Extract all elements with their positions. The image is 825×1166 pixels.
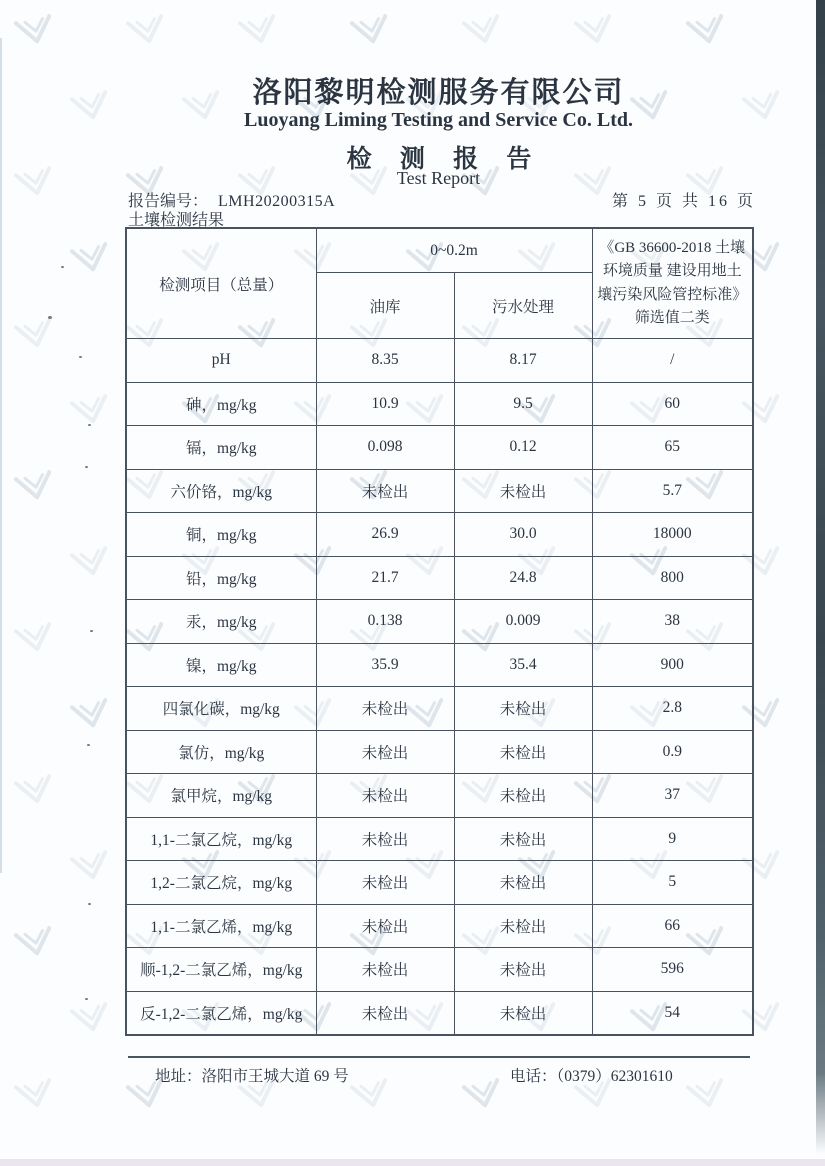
- limit-value-cell: 596: [592, 948, 753, 992]
- watermark-logo-icon: [67, 88, 118, 127]
- limit-value-cell: 54: [592, 991, 753, 1035]
- test-item-cell: 1,1-二氯乙烯，mg/kg: [126, 904, 316, 948]
- watermark-logo-icon: [11, 468, 62, 507]
- table-row: [126, 730, 753, 774]
- table-row: [126, 382, 753, 426]
- scan-speck: [88, 903, 91, 905]
- wushui-value-cell: 35.4: [454, 643, 592, 687]
- table-row: [126, 817, 753, 861]
- watermark-logo-icon: [11, 164, 62, 203]
- limit-value-cell: 65: [592, 426, 753, 470]
- watermark-logo-icon: [459, 12, 510, 51]
- header-standard: 《GB 36600-2018 土壤环境质量 建设用地土壤污染风险管控标准》筛选值二类: [592, 228, 753, 339]
- test-item-cell: 六价铬，mg/kg: [126, 469, 316, 513]
- scan-speck: [87, 744, 90, 746]
- limit-value-cell: 5: [592, 861, 753, 905]
- youku-value-cell: 8.35: [316, 339, 454, 383]
- scan-speck: [79, 356, 82, 358]
- limit-value-cell: 9: [592, 817, 753, 861]
- limit-value-cell: 0.9: [592, 730, 753, 774]
- table-row: [126, 339, 753, 383]
- limit-value-cell: 66: [592, 904, 753, 948]
- watermark-logo-icon: [235, 12, 286, 51]
- test-item-cell: 铜，mg/kg: [126, 513, 316, 557]
- youku-value-cell: 0.138: [316, 600, 454, 644]
- youku-value-cell: 未检出: [316, 774, 454, 818]
- table-row: [126, 469, 753, 513]
- scan-speck: [88, 424, 91, 426]
- company-name-en: Luoyang Liming Testing and Service Co. Ltd.: [244, 109, 633, 131]
- watermark-logo-icon: [67, 848, 118, 887]
- test-item-cell: 氯甲烷，mg/kg: [126, 774, 316, 818]
- table-row: [126, 774, 753, 818]
- scan-edge-left: [0, 38, 2, 873]
- limit-value-cell: 38: [592, 600, 753, 644]
- youku-value-cell: 未检出: [316, 991, 454, 1035]
- youku-value-cell: 21.7: [316, 556, 454, 600]
- youku-value-cell: 未检出: [316, 817, 454, 861]
- test-item-cell: 汞，mg/kg: [126, 600, 316, 644]
- wushui-value-cell: 24.8: [454, 556, 592, 600]
- scan-speck: [85, 998, 88, 1000]
- wushui-value-cell: 0.009: [454, 600, 592, 644]
- watermark-logo-icon: [683, 12, 734, 51]
- youku-value-cell: 未检出: [316, 730, 454, 774]
- test-item-cell: 1,2-二氯乙烷，mg/kg: [126, 861, 316, 905]
- youku-value-cell: 未检出: [316, 904, 454, 948]
- watermark-logo-icon: [123, 12, 174, 51]
- youku-value-cell: 未检出: [316, 469, 454, 513]
- watermark-logo-icon: [67, 1000, 118, 1039]
- limit-value-cell: 5.7: [592, 469, 753, 513]
- header-depth-group: 0~0.2m: [316, 228, 592, 273]
- address-label: 地址：: [155, 1068, 202, 1085]
- test-item-cell: 镉，mg/kg: [126, 426, 316, 470]
- limit-value-cell: 800: [592, 556, 753, 600]
- limit-value-cell: 60: [592, 382, 753, 426]
- wushui-value-cell: 未检出: [454, 469, 592, 513]
- watermark-logo-icon: [67, 696, 118, 735]
- youku-value-cell: 35.9: [316, 643, 454, 687]
- watermark-logo-icon: [67, 544, 118, 583]
- table-row: [126, 513, 753, 557]
- limit-value-cell: 18000: [592, 513, 753, 557]
- youku-value-cell: 未检出: [316, 687, 454, 731]
- report-title-zh: 检 测 报 告: [346, 146, 543, 173]
- youku-value-cell: 0.098: [316, 426, 454, 470]
- phone-value: （0379）62301610: [556, 1068, 673, 1085]
- watermark-logo-icon: [347, 12, 398, 51]
- footer-phone: [510, 1064, 673, 1086]
- table-row: [126, 556, 753, 600]
- company-name-zh: 洛阳黎明检测服务有限公司: [252, 77, 625, 109]
- watermark-logo-icon: [571, 12, 622, 51]
- scan-edge-bottom: [0, 1159, 825, 1166]
- section-title: 土壤检测结果: [128, 212, 225, 229]
- table-row: [126, 426, 753, 470]
- wushui-value-cell: 未检出: [454, 991, 592, 1035]
- wushui-value-cell: 0.12: [454, 426, 592, 470]
- header-sample-wushui: 污水处理: [454, 273, 592, 339]
- test-item-cell: 1,1-二氯乙烷，mg/kg: [126, 817, 316, 861]
- watermark-logo-icon: [11, 316, 62, 355]
- table-row: [126, 904, 753, 948]
- table-row: [126, 861, 753, 905]
- scan-speck: [61, 266, 64, 268]
- watermark-logo-icon: [11, 924, 62, 963]
- table-row: [126, 600, 753, 644]
- youku-value-cell: 未检出: [316, 948, 454, 992]
- wushui-value-cell: 未检出: [454, 687, 592, 731]
- scan-edge-right: [816, 0, 825, 1166]
- test-item-cell: 氯仿，mg/kg: [126, 730, 316, 774]
- watermark-logo-icon: [11, 620, 62, 659]
- header-test-item: 检测项目（总量）: [126, 228, 316, 339]
- report-meta-row: [128, 188, 756, 210]
- test-item-cell: 反-1,2-二氯乙烯，mg/kg: [126, 991, 316, 1035]
- footer-rule: [128, 1056, 750, 1058]
- test-item-cell: 四氯化碳，mg/kg: [126, 687, 316, 731]
- watermark-logo-icon: [67, 240, 118, 279]
- youku-value-cell: 10.9: [316, 382, 454, 426]
- limit-value-cell: /: [592, 339, 753, 383]
- watermark-logo-icon: [11, 12, 62, 51]
- table-row: [126, 948, 753, 992]
- footer: [0, 1064, 825, 1086]
- report-no-label: 报告编号：: [128, 193, 209, 210]
- limit-value-cell: 37: [592, 774, 753, 818]
- scan-speck: [90, 630, 93, 632]
- address-value: 洛阳市王城大道 69 号: [201, 1068, 349, 1085]
- table-row: [126, 687, 753, 731]
- limit-value-cell: 2.8: [592, 687, 753, 731]
- wushui-value-cell: 8.17: [454, 339, 592, 383]
- youku-value-cell: 26.9: [316, 513, 454, 557]
- phone-label: 电话：: [510, 1068, 557, 1085]
- wushui-value-cell: 9.5: [454, 382, 592, 426]
- wushui-value-cell: 未检出: [454, 948, 592, 992]
- page-indicator: 第 5 页 共 16 页: [611, 193, 756, 210]
- test-item-cell: 砷，mg/kg: [126, 382, 316, 426]
- header-sample-youku: 油库: [316, 273, 454, 339]
- footer-address: [155, 1064, 349, 1086]
- test-item-cell: 顺-1,2-二氯乙烯，mg/kg: [126, 948, 316, 992]
- report-title-en: Test Report: [396, 168, 481, 188]
- watermark-logo-icon: [67, 392, 118, 431]
- scan-speck: [48, 316, 52, 319]
- wushui-value-cell: 未检出: [454, 774, 592, 818]
- limit-value-cell: 900: [592, 643, 753, 687]
- wushui-value-cell: 未检出: [454, 730, 592, 774]
- scan-speck: [85, 466, 88, 468]
- wushui-value-cell: 未检出: [454, 861, 592, 905]
- report-no-value: LMH20200315A: [218, 193, 336, 210]
- wushui-value-cell: 未检出: [454, 904, 592, 948]
- results-table: [125, 227, 754, 1036]
- test-item-cell: pH: [126, 339, 316, 383]
- watermark-logo-icon: [11, 772, 62, 811]
- test-item-cell: 镍，mg/kg: [126, 643, 316, 687]
- youku-value-cell: 未检出: [316, 861, 454, 905]
- table-row: [126, 643, 753, 687]
- wushui-value-cell: 未检出: [454, 817, 592, 861]
- wushui-value-cell: 30.0: [454, 513, 592, 557]
- test-item-cell: 铅，mg/kg: [126, 556, 316, 600]
- table-row: [126, 991, 753, 1035]
